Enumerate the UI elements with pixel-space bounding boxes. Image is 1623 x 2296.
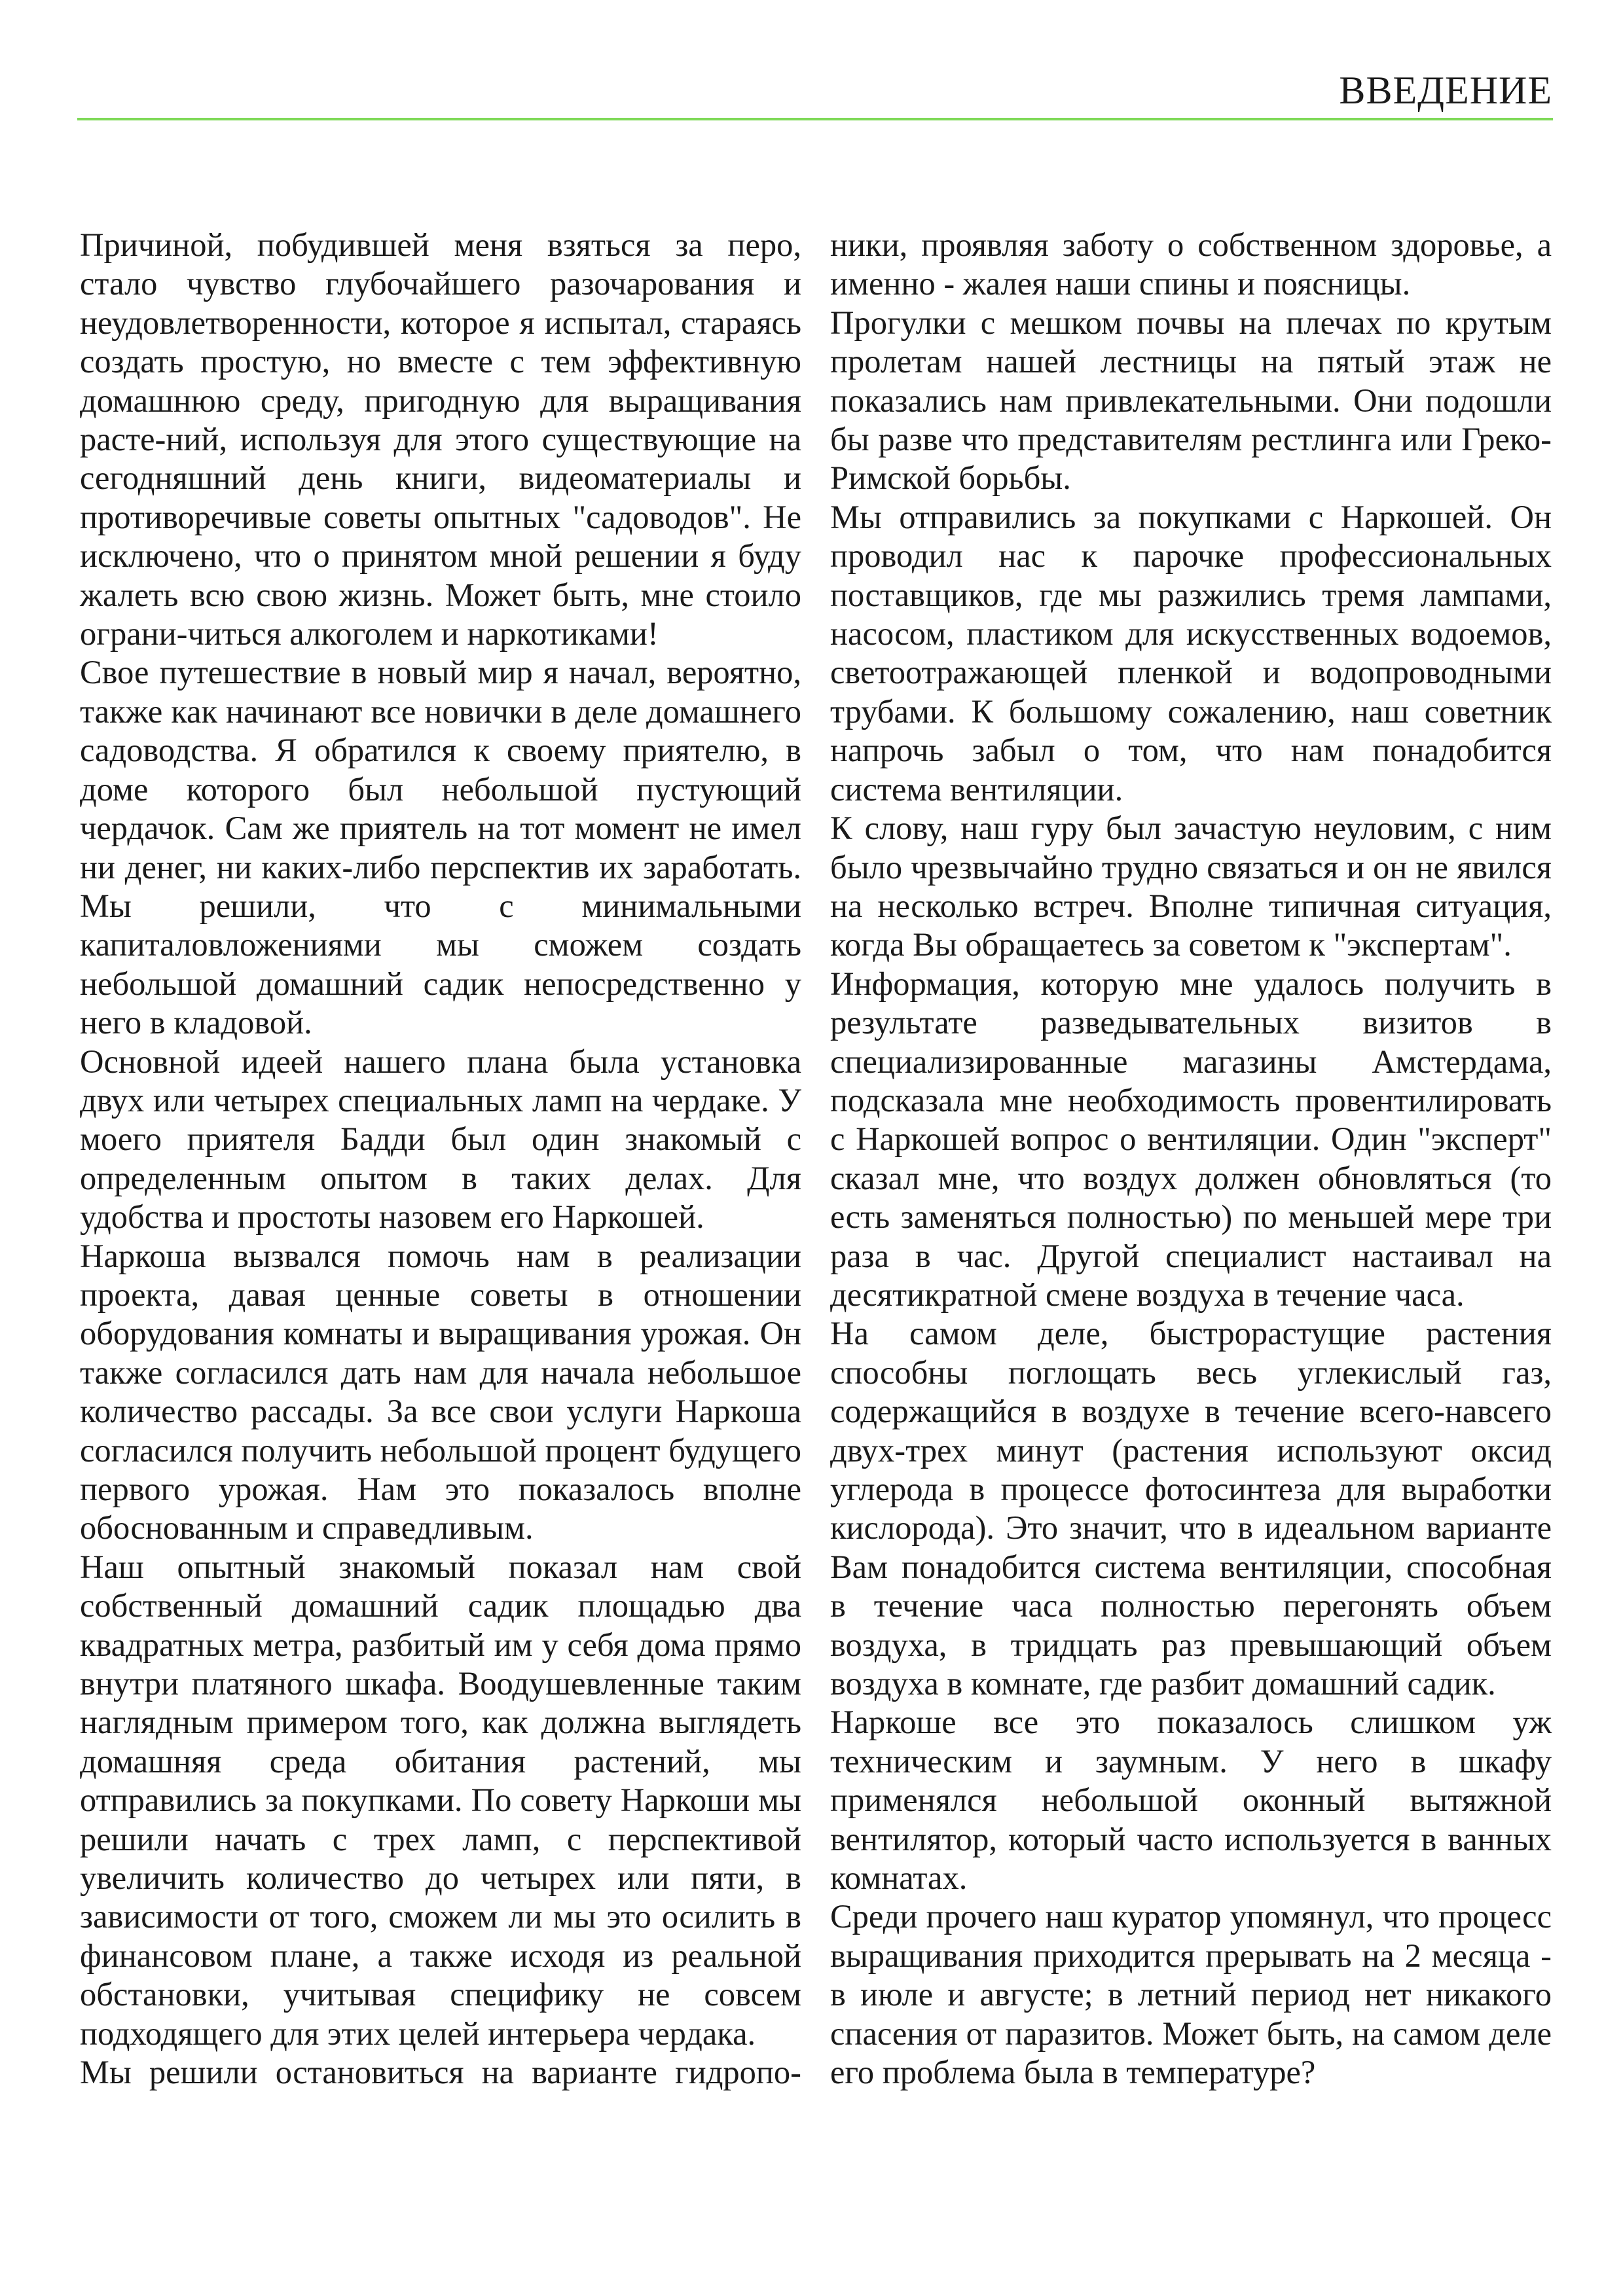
paragraph: Наркоше все это показалось слишком уж техническим и заумным. У него в шкафу применялся небольшой оконный вытяжной вентилятор, который часто используется в ванных комнатах. xyxy=(830,1704,1552,1897)
paragraph: ники, проявляя заботу о собственном здоровье, а именно - жалея наши спины и поясницы. xyxy=(830,226,1552,302)
left-text-column xyxy=(80,226,801,2131)
paragraph: Наркоша вызвался помочь нам в реализации проекта, давая ценные советы в отношении оборудования комнаты и выращивания урожая. Он также согласился дать нам для начала небольшое количество рассады. За все свои услуги Наркоша согласился получить небольшой процент будущего первого урожая. Нам это показалось вполне обоснованным и справедливым. xyxy=(80,1237,801,1547)
paragraph: Причиной, побудившей меня взяться за перо, стало чувство глубочайшего разочарования и неудовлетворенности, которое я испытал, стараясь создать простую, но вместе с тем эффективную домашнюю среду, пригодную для выращивания расте-ний, используя для этого существующие на сегодняшний день книги, видеоматериалы и противоречивые советы опытных "садоводов". Не исключено, что о принятом мной решении я буду жалеть всю свою жизнь. Может быть, мне стоило ограни-читься алкоголем и наркотиками! xyxy=(80,226,801,653)
section-title: ВВЕДЕНИЕ xyxy=(1339,69,1552,112)
paragraph: Прогулки с мешком почвы на плечах по крутым пролетам нашей лестницы на пятый этаж не показались нам привлекательными. Они подошли бы разве что представителям рестлинга или Греко-Римской борьбы. xyxy=(830,304,1552,497)
paragraph: Мы отправились за покупками с Наркошей. Он проводил нас к парочке профессиональных поставщиков, где мы разжились тремя лампами, насосом, пластиком для искусственных водоемов, светоотражающей пленкой и водопроводными трубами. К большому сожалению, наш советник напрочь забыл о том, что нам понадобится система вентиляции. xyxy=(830,498,1552,808)
paragraph: Среди прочего наш куратор упомянул, что процесс выращивания приходится прерывать на 2 месяца - в июле и августе; в летний период нет никакого спасения от паразитов. Может быть, на самом деле его проблема была в температуре? xyxy=(830,1898,1552,2091)
paragraph: Свое путешествие в новый мир я начал, вероятно, также как начинают все новички в деле домашнего садоводства. Я обратился к своему приятелю, в доме которого был небольшой пустующий чердачок. Сам же приятель на тот момент не имел ни денег, ни каких-либо перспектив их заработать. Мы решили, что с минимальными капиталовложениями мы сможем создать небольшой домашний садик непосредственно у него в кладовой. xyxy=(80,654,801,1041)
paragraph: Мы решили остановиться на варианте гидропо- xyxy=(80,2054,801,2091)
paragraph: Основной идеей нашего плана была установка двух или четырех специальных ламп на чердаке. У моего приятеля Бадди был один знакомый с определенным опытом в таких делах. Для удобства и простоты назовем его Наркошей. xyxy=(80,1043,801,1236)
header-divider xyxy=(77,118,1553,120)
right-text-column xyxy=(830,226,1552,2092)
paragraph: Информация, которую мне удалось получить в результате разведывательных визитов в специализированные магазины Амстердама, подсказала мне необходимость провентилировать с Наркошей вопрос о вентиляции. Один "эксперт" сказал мне, что воздух должен обновляться (то есть заменяться полностью) по меньшей мере три раза в час. Другой специалист настаивал на десятикратной смене воздуха в течение часа. xyxy=(830,965,1552,1313)
paragraph: Наш опытный знакомый показал нам свой собственный домашний садик площадью два квадратных метра, разбитый им у себя дома прямо внутри платяного шкафа. Воодушевленные таким наглядным примером того, как должна выглядеть домашняя среда обитания растений, мы отправились за покупками. По совету Наркоши мы решили начать с трех ламп, с перспективой увеличить количество до четырех или пяти, в зависимости от того, сможем ли мы это осилить в финансовом плане, а также исходя из реальной обстановки, учитывая специфику не совсем подходящего для этих целей интерьера чердака. xyxy=(80,1548,801,2052)
paragraph: К слову, наш гуру был зачастую неуловим, с ним было чрезвычайно трудно связаться и он не явился на несколько встреч. Вполне типичная ситуация, когда Вы обращаетесь за советом к "экспертам". xyxy=(830,810,1552,963)
paragraph: На самом деле, быстрорастущие растения способны поглощать весь углекислый газ, содержащийся в воздухе в течение всего-навсего двух-трех минут (растения используют оксид углерода в процессе фотосинтеза для выработки кислорода). Это значит, что в идеальном варианте Вам понадобится система вентиляции, способная в течение часа полностью перегонять объем воздуха, в тридцать раз превышающий объем воздуха в комнате, где разбит домашний садик. xyxy=(830,1315,1552,1702)
